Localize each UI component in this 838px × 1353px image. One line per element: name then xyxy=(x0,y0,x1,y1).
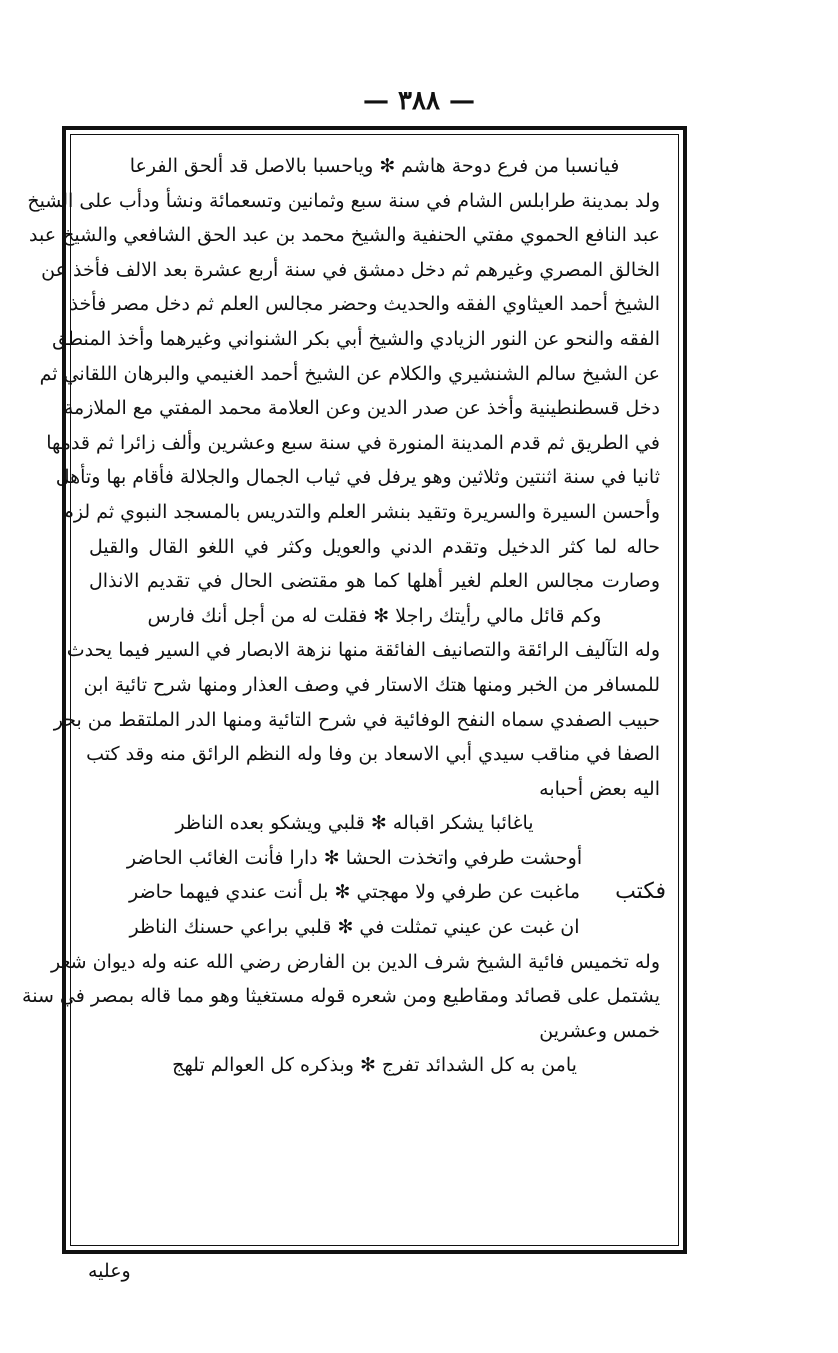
text-line xyxy=(89,910,660,945)
text-line xyxy=(46,426,660,461)
text-line-content: وصارت مجالس العلم لغير أهلها كما هو مقتضى الحال في تقديم الانذال xyxy=(89,570,660,593)
text-line xyxy=(89,1014,660,1049)
text-line-content: الفقه والنحو عن النور الزيادي والشيخ أبي بكر الشنواني وغيرهما وأخذ المنطق xyxy=(52,327,660,350)
text-line-content: فيانسبا من فرع دوحة هاشم ✻ وياحسبا بالاصل قد ألحق الفرعا xyxy=(129,155,620,177)
text-line-content: عن الشيخ سالم الشنشيري والكلام عن الشيخ أحمد الغنيمي والبرهان اللقاني ثم xyxy=(39,362,660,385)
text-line-content: ولد بمدينة طرابلس الشام في سنة سبع وثمانين وتسعمائة ونشأ ودأب على الشيخ xyxy=(27,189,660,212)
text-line xyxy=(89,149,660,184)
text-line xyxy=(62,495,660,530)
text-line-content: في الطريق ثم قدم المدينة المنورة في سنة سبع وعشرين وألف زائرا ثم قدمها xyxy=(46,431,660,454)
text-line-content: وله التآليف الرائقة والتصانيف الفائقة منها نزهة الابصار في السير فيما يحدث xyxy=(66,639,660,662)
text-line xyxy=(89,564,660,599)
text-line-content: ان غبت عن عيني تمثلت في ✻ قلبي براعي حسنك الناظر xyxy=(129,916,580,939)
text-line xyxy=(89,772,660,807)
text-line xyxy=(52,322,660,357)
text-line xyxy=(89,841,660,876)
text-line-content: دخل قسطنطينية وأخذ عن صدر الدين وعن العلامة محمد المفتي مع الملازمة xyxy=(63,397,660,420)
text-line-content: وكم قائل مالي رأيتك راجلا ✻ فقلت له من أجل أنك فارس xyxy=(147,604,602,627)
text-line-content: يامن به كل الشدائد تفرج ✻ وبذكره كل العوالم تلهج xyxy=(172,1054,577,1077)
text-line xyxy=(55,460,660,495)
text-line xyxy=(89,530,660,565)
text-line-content: خمس وعشرين xyxy=(539,1019,660,1042)
text-line xyxy=(89,1048,660,1083)
text-line-content: حاله لما كثر الدخيل وتقدم الدني والعويل وكثر في اللغو القال والقيل xyxy=(89,535,660,558)
text-frame xyxy=(22,126,687,1254)
text-line xyxy=(63,391,660,426)
text-line-content: وله تخميس فائية الشيخ شرف الدين بن الفارض رضي الله عنه وله ديوان شعر xyxy=(51,950,660,973)
text-line xyxy=(86,737,660,772)
text-line-content: الخالق المصري وغيرهم ثم دخل دمشق في سنة أربع عشرة بعد الالف فأخذ عن xyxy=(41,258,660,281)
text-line xyxy=(22,979,660,1014)
text-line xyxy=(53,703,660,738)
text-line xyxy=(41,253,660,288)
text-line xyxy=(83,668,660,703)
text-line-content: وأحسن السيرة والسريرة وتقيد بنشر العلم والتدريس بالمسجد النبوي ثم لزم xyxy=(62,500,660,523)
text-line-content: اليه بعض أحبابه xyxy=(539,777,660,800)
text-line-content: عبد النافع الحموي مفتي الحنفية والشيخ محمد بن عبد الحق الشافعي والشيخ عبد xyxy=(29,224,660,247)
text-line xyxy=(66,633,660,668)
text-line xyxy=(89,806,660,841)
text-line xyxy=(69,287,660,322)
main-text-block xyxy=(22,149,666,1231)
text-line-content: للمسافر من الخبر ومنها هتك الاستار في وصف العذار ومنها شرح تائية ابن xyxy=(83,673,660,696)
text-line-content: الصفا في مناقب سيدي أبي الاسعاد بن وفا وله النظم الرائق منه وقد كتب xyxy=(86,743,660,766)
text-line-content: ياغائبا يشكر اقباله ✻ قلبي ويشكو بعده الناظر xyxy=(175,812,534,835)
page-number: — ٣٨٨ — xyxy=(362,86,476,116)
text-line xyxy=(27,184,660,219)
text-line xyxy=(51,945,660,980)
catchword: وعليه xyxy=(88,1260,131,1282)
text-line-content: حبيب الصفدي سماه النفح الوفائية في شرح التائية ومنها الدر الملتقط من بحر xyxy=(53,708,660,731)
text-line xyxy=(89,599,660,634)
text-line-content: أوحشت طرفي واتخذت الحشا ✻ دارا فأنت الغائب الحاضر xyxy=(126,846,583,869)
margin-word: فكتب xyxy=(615,879,666,905)
text-line xyxy=(29,218,660,253)
text-line-content: ثانيا في سنة اثنتين وثلاثين وهو يرفل في ثياب الجمال والجلالة فأقام بها وتأهل xyxy=(55,466,660,489)
text-line xyxy=(39,357,660,392)
text-frame-inner-rule xyxy=(22,134,679,1246)
text-line-content: ماغبت عن طرفي ولا مهجتي ✻ بل أنت عندي فيهما حاضر xyxy=(128,881,581,904)
text-line-content: الشيخ أحمد العيثاوي الفقه والحديث وحضر مجالس العلم ثم دخل مصر فأخذ xyxy=(69,293,660,316)
text-line-content: يشتمل على قصائد ومقاطيع ومن شعره قوله مستغيثا وهو مما قاله بمصر في سنة xyxy=(22,985,660,1008)
text-line xyxy=(89,875,666,910)
